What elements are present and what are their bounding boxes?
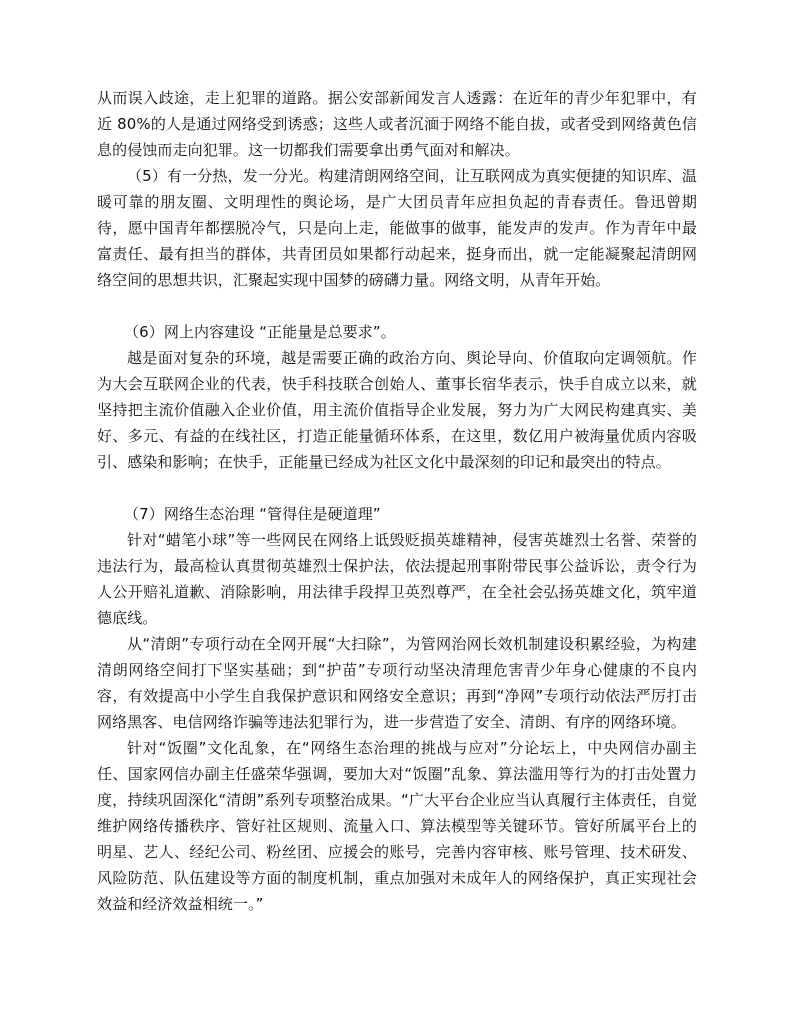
section-heading-6: （6）网上内容建设 “正能量是总要求”。 <box>124 323 396 341</box>
paragraph-hero-protection: 针对“蜡笔小球”等一些网民在网络上诋毁贬损英雄精神，侵害英雄烈士名誉、荣誉的违法行为，最高检认真贯彻英雄烈士保护法，依法提起刑事附带民事公益诉讼，责令行为人公开赔礼道歉、消除影响，用法律手段捍卫英烈尊严，在全社会弘扬英雄文化，筑牢道德底线。 <box>97 531 697 627</box>
paragraph-special-actions: 从“清朗”专项行动在全网开展“大扫除”，为管网治网长效机制建设积累经验，为构建清朗网络空间打下坚实基础；到“护苗”专项行动坚决清理危害青少年身心健康的不良内容，有效提高中小学生自我保护意识和网络安全意识；再到“净网”专项行动依法严厉打击网络黑客、电信网络诈骗等违法犯罪行为，进一步营造了安全、清朗、有序的网络环境。 <box>97 635 697 731</box>
section-heading-7: （7）网络生态治理 “管得住是硬道理” <box>124 505 381 523</box>
paragraph-section-5: （5）有一分热，发一分光。构建清朗网络空间，让互联网成为真实便捷的知识库、温暖可靠的朋友圈、文明理性的舆论场，是广大团员青年应担负起的青春责任。鲁迅曾期待，愿中国青年都摆脱冷气，只是向上走，能做事的做事，能发声的发声。作为青年中最富责任、最有担当的群体，共青团员如果都行动起来，挺身而出，就一定能凝聚起清朗网络空间的思想共识，汇聚起实现中国梦的磅礴力量。网络文明，从青年开始。 <box>97 167 697 289</box>
paragraph-fan-circle: 针对“饭圈”文化乱象，在“网络生态治理的挑战与应对”分论坛上，中央网信办副主任、国家网信办副主任盛荣华强调，要加大对“饭圈”乱象、算法滥用等行为的打击处置力度，持续巩固深化“清朗”系列专项整治成果。“广大平台企业应当认真履行主体责任，自觉维护网络传播秩序、管好社区规则、流量入口、算法模型等关键环节。管好所属平台上的明星、艺人、经纪公司、粉丝团、应援会的账号，完善内容审核、账号管理、技术研发、风险防范、队伍建设等方面的制度机制，重点加强对未成年人的网络保护，真正实现社会效益和经济效益相统一。” <box>97 739 697 913</box>
document-page <box>97 85 697 917</box>
paragraph-section-6: 越是面对复杂的环境，越是需要正确的政治方向、舆论导向、价值取向定调领航。作为大会互联网企业的代表，快手科技联合创始人、董事长宿华表示，快手自成立以来，就坚持把主流价值融入企业价值，用主流价值指导企业发展，努力为广大网民构建真实、美好、多元、有益的在线社区，打造正能量循环体系，在这里，数亿用户被海量优质内容吸引、感染和影响；在快手，正能量已经成为社区文化中最深刻的印记和最突出的特点。 <box>97 349 697 471</box>
paragraph-crime-statistics: 从而误入歧途，走上犯罪的道路。据公安部新闻发言人透露：在近年的青少年犯罪中，有近 80%的人是通过网络受到诱惑；这些人或者沉湎于网络不能自拔，或者受到网络黄色信息的侵蚀而走向犯罪。这一切都我们需要拿出勇气面对和解决。 <box>97 89 697 159</box>
